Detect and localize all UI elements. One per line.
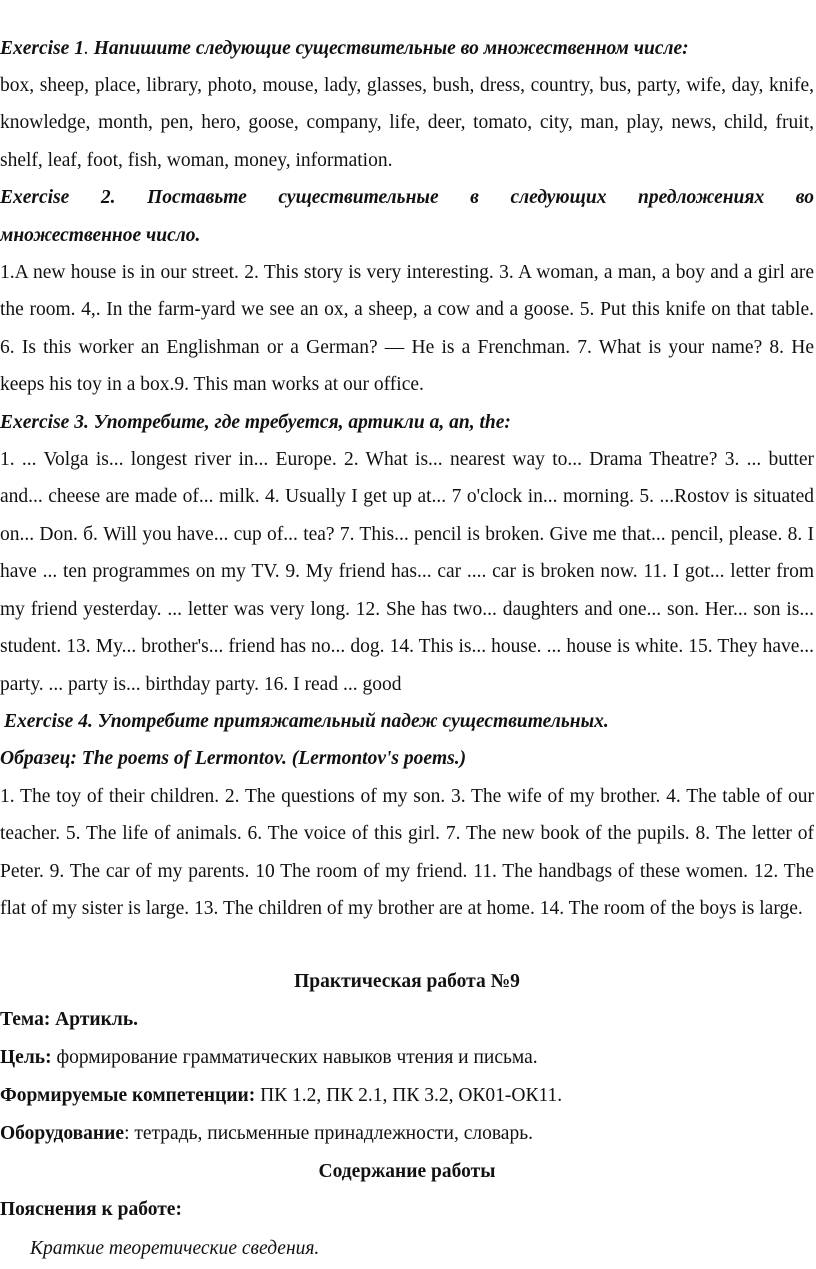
exercise-3-text: 1. ... Volga is... longest river in... Europe. 2. What is... nearest way to... Drama Theatre? 3. ... butter and... cheese are made of... milk. 4. Usually I get up at... 7 o'clock in... morning. 5. ...Rostov is situated on... Don. б. Will you have... cup of... tea? 7. This... pencil is broken. Give me that... pencil, please. 8. I have ... ten programmes on my TV. 9. My friend has... car .... car is broken now. 11. I got... letter from my friend yesterday. ... letter was very long. 12. She has two... daughters and one... son. Her... son is... student. 13. My... brother's... friend has no... dog. 14. This is... house. ... house is white. 15. They have... party. ... party is... birthday party. 16. I read ... good xyxy=(0,449,814,695)
exercise-3-title: Exercise 3. Употребите, где требуется, артикли a, an, the: xyxy=(0,411,511,433)
exercise-2-text: 1.A new house is in our street. 2. This story is very interesting. 3. A woman, a man, a boy and a girl are the room. 4,. In the farm-yard we see an ox, a sheep, a cow and a goose. 5. Put this knife on that table. 6. Is this worker an Englishman or a German? — He is a Frenchman. 7. What is your name? 8. He keeps his toy in a box.9. This man works at our office. xyxy=(0,262,814,396)
exercise-1-instruction: Напишите следующие существительные во множественном числе: xyxy=(88,38,689,59)
exercise-4-title: Exercise 4. Употребите притяжательный падеж существительных. xyxy=(4,710,609,732)
exercise-4-text: 1. The toy of their children. 2. The questions of my son. 3. The wife of my brother. 4. The table of our teacher. 5. The life of animals. 6. The voice of this girl. 7. The new book of the pupils. 8. The letter of Peter. 9. The car of my parents. 10 The room of my friend. 11. The handbags of these women. 12. The flat of my sister is large. 13. The children of my brother are at home. 14. The room of the boys is large. xyxy=(0,785,814,919)
competencies-label: Формируемые компетенции: xyxy=(0,1085,256,1107)
exercise-2-title-line1: Exercise 2. Поставьте существительные в следующих предложениях во xyxy=(0,187,814,209)
practical-topic: Тема: Артикль. xyxy=(0,1009,139,1031)
equipment-label: Оборудование xyxy=(0,1123,125,1145)
exercise-2-title-line2: множественное число. xyxy=(0,224,201,246)
exercise-1-label: Exercise 1 xyxy=(0,38,84,59)
exercise-4-sample: Образец: The poems of Lermontov. (Lermontov's poems.) xyxy=(0,748,467,770)
goal-text: формирование грамматических навыков чтения и письма. xyxy=(51,1047,538,1069)
theory-label: Краткие теоретические сведения. xyxy=(30,1238,320,1260)
exercise-1-title xyxy=(0,30,814,67)
practical-competencies xyxy=(0,1077,814,1115)
section-spacer xyxy=(0,927,814,963)
exercise-1-dot: . xyxy=(83,38,89,59)
goal-label: Цель: xyxy=(0,1047,52,1069)
practical-equipment xyxy=(0,1115,814,1153)
document-page xyxy=(0,30,814,1269)
equipment-text: : тетрадь, письменные принадлежности, словарь. xyxy=(124,1123,533,1145)
competencies-text: ПК 1.2, ПК 2.1, ПК 3.2, ОК01-ОК11. xyxy=(255,1085,563,1107)
practical-goal xyxy=(0,1039,814,1077)
explanations-label: Пояснения к работе: xyxy=(0,1199,182,1221)
practical-heading: Практическая работа №9 xyxy=(294,971,520,993)
exercise-1-text: box, sheep, place, library, photo, mouse, lady, glasses, bush, dress, country, bus, party, wife, day, knife, knowledge, month, pen, hero, goose, company, life, deer, tomato, city, man, play, news, child, fruit, shelf, leaf, foot, fish, woman, money, information. xyxy=(0,75,814,171)
content-heading: Содержание работы xyxy=(318,1161,496,1183)
